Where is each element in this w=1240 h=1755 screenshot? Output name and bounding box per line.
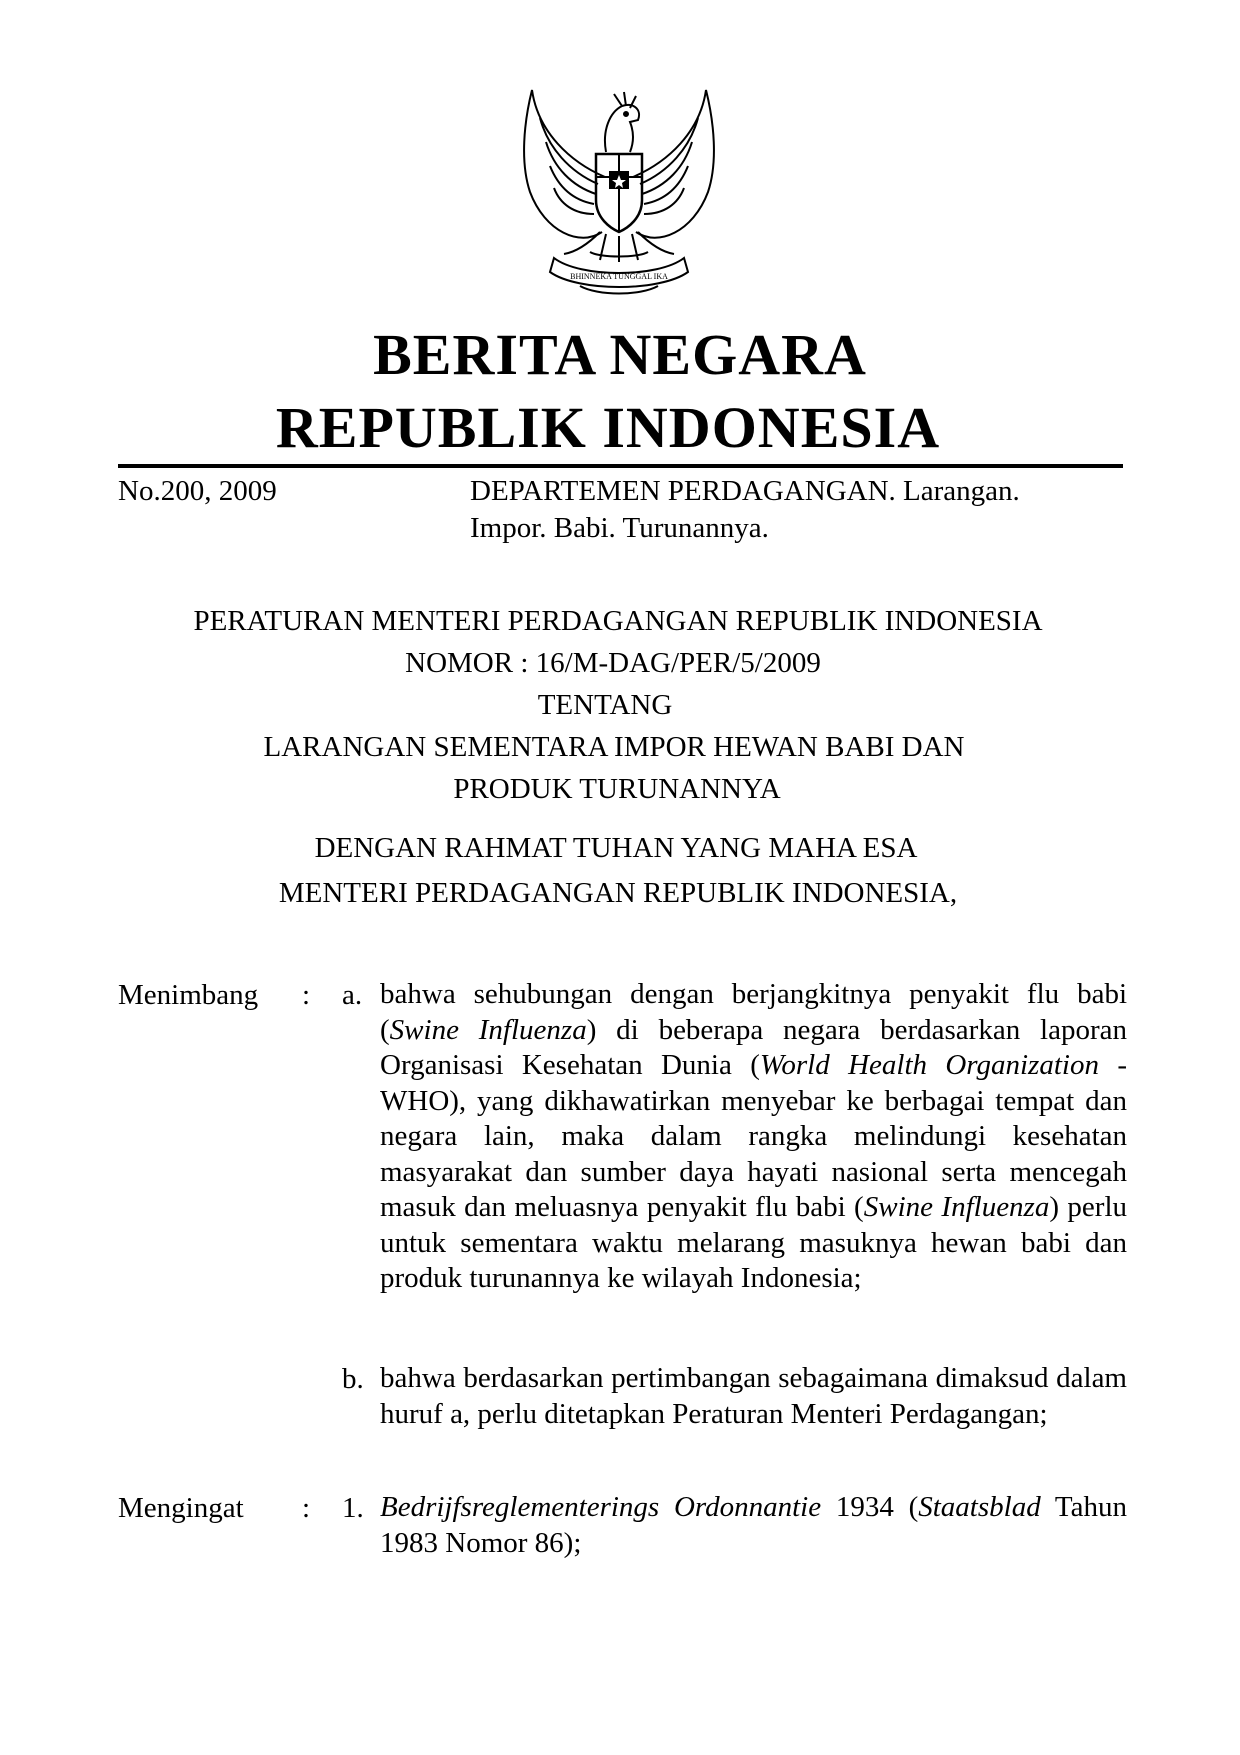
header-rule [118,464,1123,468]
gazette-subtitle: REPUBLIK INDONESIA [275,395,941,460]
menimbang-b-text: bahwa berdasarkan pertimbangan sebagaimana dimaksud dalam huruf a, perlu ditetapkan Peraturan Menteri Perdagangan; [380,1362,1127,1430]
gazette-number: No.200, 2009 [118,475,277,507]
mengingat-1-text: Bedrijfsreglementerings Ordonnantie 1934 (Staatsblad Tahun 1983 Nomor 86); [380,1491,1127,1559]
regulation-tentang: TENTANG [537,689,673,721]
menimbang-colon: : [302,979,311,1011]
gazette-subject-line2: Impor. Babi. Turunannya. [470,512,769,544]
menimbang-a-text: bahwa sehubungan dengan berjangkitnya penyakit flu babi (Swine Influenza) di beberapa negara berdasarkan laporan Organisasi Kesehatan Dunia (World Health Organization - WHO), yang dikhawatirkan menyebar ke berbagai tempat dan negara lain, maka dalam rangka melindungi kesehatan masyarakat dan sumber daya hayati nasional serta mencegah masuk dan meluasnya penyakit flu babi (Swine Influenza) perlu untuk sementara waktu melarang masuknya hewan babi dan produk turunannya ke wilayah Indonesia; [380,978,1128,1294]
invocation: DENGAN RAHMAT TUHAN YANG MAHA ESA [314,832,918,864]
mengingat-1-marker: 1. [342,1492,364,1524]
gazette-subject-line1: DEPARTEMEN PERDAGANGAN. Larangan. [470,475,1020,507]
garuda-emblem-icon [510,82,728,304]
emblem-motto: BHINNEKA TUNGGAL IKA [570,272,668,281]
mengingat-label: Mengingat [118,1492,244,1524]
menimbang-label: Menimbang [118,979,259,1011]
menimbang-b-marker: b. [342,1363,364,1395]
menimbang-a-marker: a. [342,979,363,1011]
regulation-title: PERATURAN MENTERI PERDAGANGAN REPUBLIK INDONESIA [193,605,1043,637]
regulation-subject-line2: PRODUK TURUNANNYA [453,773,781,805]
regulation-number: NOMOR : 16/M-DAG/PER/5/2009 [405,647,821,679]
regulation-subject-line1: LARANGAN SEMENTARA IMPOR HEWAN BABI DAN [263,731,965,763]
minister-heading: MENTERI PERDAGANGAN REPUBLIK INDONESIA, [278,877,958,909]
mengingat-colon: : [302,1492,311,1524]
gazette-title: BERITA NEGARA [373,322,867,387]
